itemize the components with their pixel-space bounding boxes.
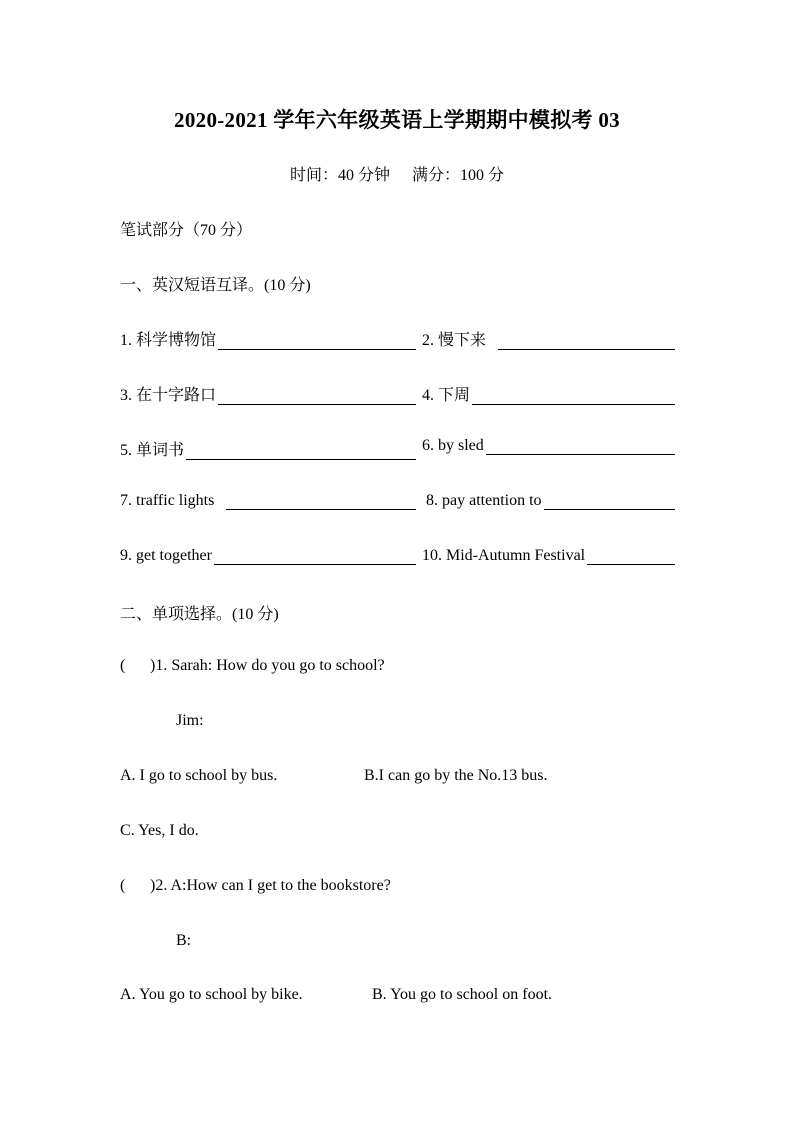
question-text: )2. A:How can I get to the bookstore? [150, 877, 391, 894]
option-b[interactable]: B.I can go by the No.13 bus. [364, 767, 548, 784]
time-limit: 时间：40 分钟 [289, 167, 390, 184]
full-score: 满分：100 分 [412, 167, 505, 184]
option-a[interactable]: A. You go to school by bike. [120, 986, 303, 1003]
translation-row [120, 547, 675, 569]
question-stem [120, 877, 391, 895]
answer-blank[interactable] [218, 333, 416, 350]
answer-blank[interactable] [226, 493, 416, 510]
option-a[interactable]: A. I go to school by bus. [120, 767, 278, 784]
item-prompt: 4. 下周 [422, 387, 471, 404]
question-reply: Jim: [176, 712, 204, 729]
answer-bracket[interactable]: ( [120, 877, 126, 894]
item-prompt: 6. by sled [422, 437, 484, 454]
translation-item [422, 547, 675, 565]
written-part-label: 笔试部分（70 分） [120, 222, 253, 239]
item-prompt: 2. 慢下来 [422, 332, 487, 349]
translation-row [120, 382, 675, 404]
translation-item [422, 382, 675, 405]
translation-item [120, 547, 416, 565]
item-prompt: 5. 单词书 [120, 442, 185, 459]
answer-blank[interactable] [486, 438, 675, 455]
item-prompt: 1. 科学博物馆 [120, 332, 217, 349]
answer-blank[interactable] [544, 493, 675, 510]
translation-item [120, 327, 416, 350]
exam-info [0, 162, 794, 185]
translation-row [120, 492, 675, 514]
answer-blank[interactable] [498, 333, 675, 350]
option-b[interactable]: B. You go to school on foot. [372, 986, 553, 1003]
section-heading-translation: 一、英汉短语互译。(10 分) [120, 277, 311, 294]
translation-item [422, 437, 675, 455]
answer-blank[interactable] [218, 388, 416, 405]
answer-blank[interactable] [472, 388, 675, 405]
answer-blank[interactable] [214, 548, 416, 565]
translation-item [422, 327, 675, 350]
answer-bracket[interactable]: ( [120, 657, 126, 674]
item-prompt: 9. get together [120, 547, 212, 564]
translation-item [426, 492, 675, 510]
item-prompt: 7. traffic lights [120, 492, 215, 509]
answer-blank[interactable] [186, 443, 416, 460]
translation-item [120, 437, 416, 460]
translation-item [120, 382, 416, 405]
item-prompt: 8. pay attention to [426, 492, 542, 509]
question-stem [120, 657, 385, 675]
option-c[interactable]: C. Yes, I do. [120, 822, 199, 839]
question-text: )1. Sarah: How do you go to school? [150, 657, 385, 674]
question-reply: B: [176, 932, 192, 949]
translation-row [120, 437, 675, 459]
item-prompt: 3. 在十字路口 [120, 387, 217, 404]
answer-blank[interactable] [587, 548, 675, 565]
item-prompt: 10. Mid-Autumn Festival [422, 547, 586, 564]
page-title: 2020-2021 学年六年级英语上学期期中模拟考 03 [174, 108, 620, 132]
section-heading-choice: 二、单项选择。(10 分) [120, 606, 279, 623]
translation-item [120, 492, 416, 510]
translation-row [120, 327, 675, 349]
